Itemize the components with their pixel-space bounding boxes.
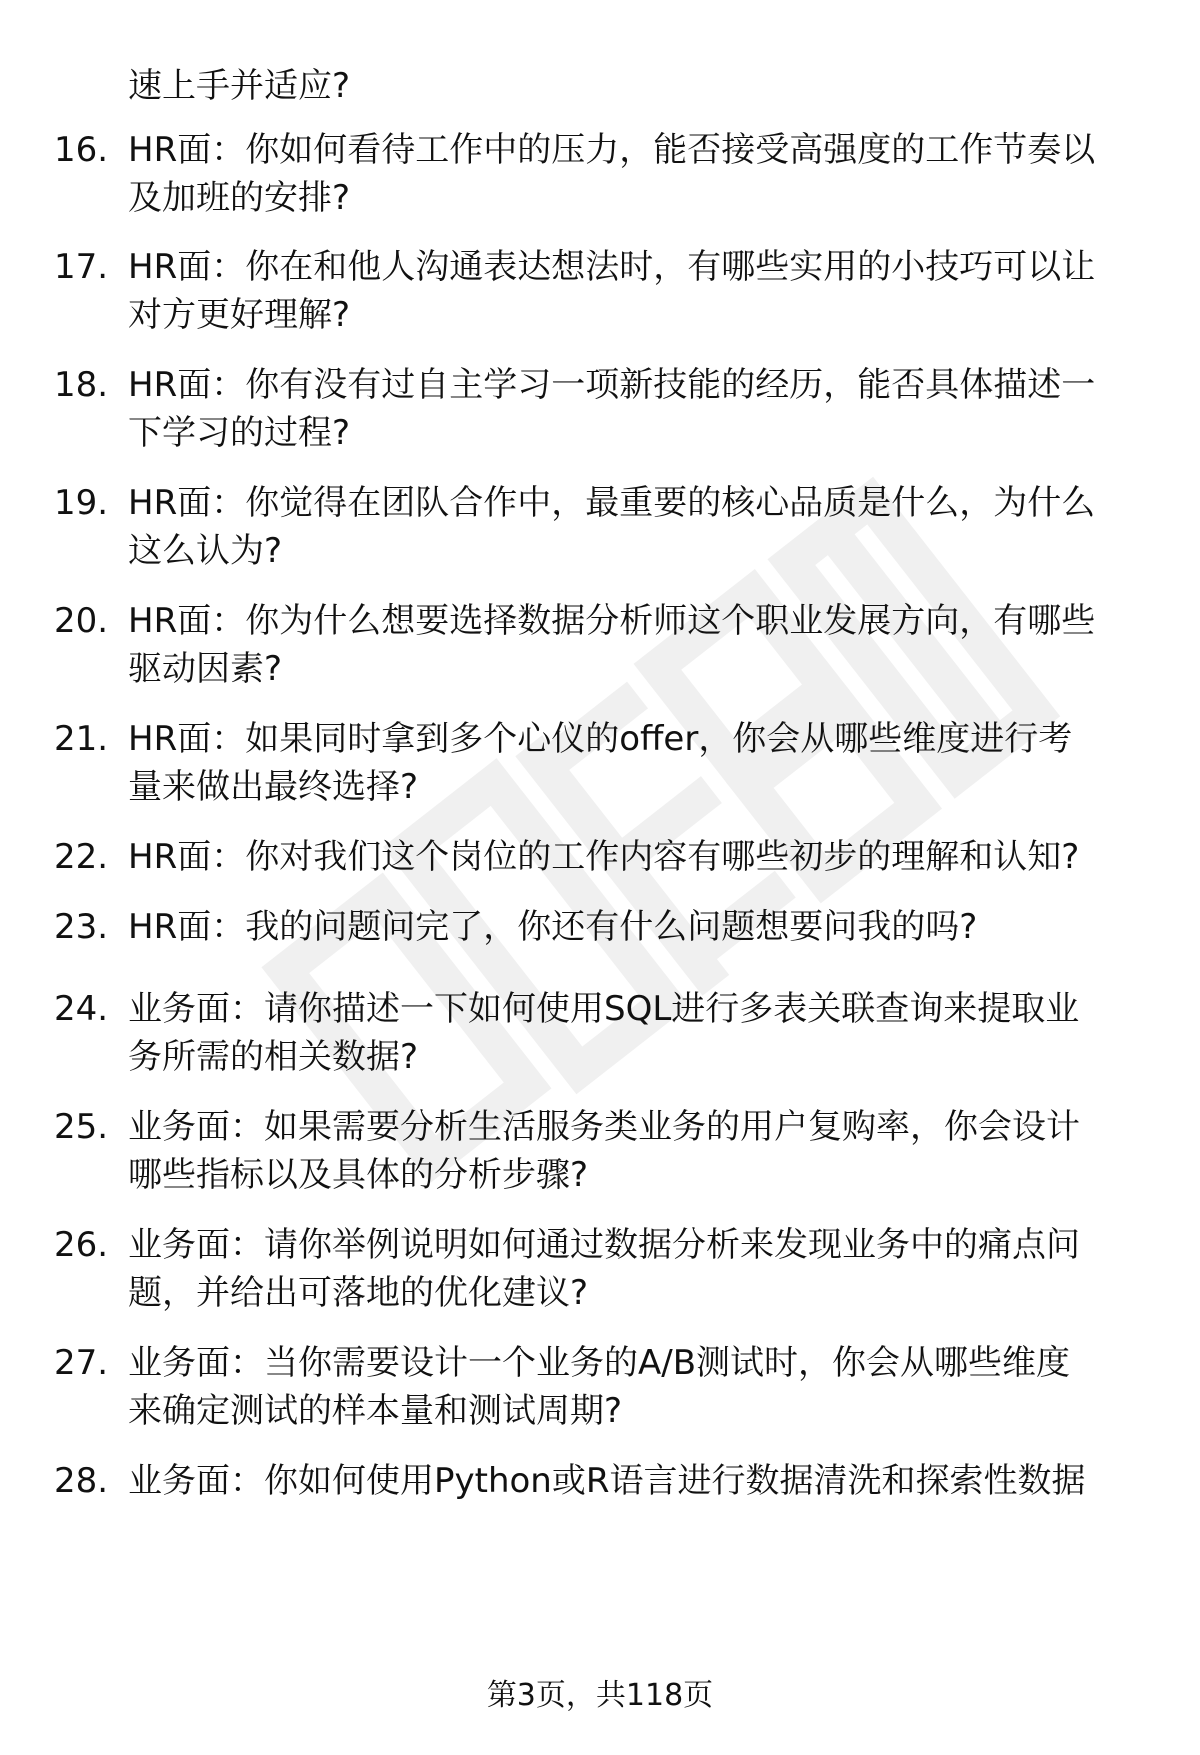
item-text-line: 对方更好理解? — [128, 295, 351, 335]
item-text — [128, 243, 1168, 339]
item-text — [128, 1103, 1168, 1199]
item-text — [128, 715, 1168, 811]
item-text — [128, 1339, 1168, 1435]
item-text-line: HR面：如果同时拿到多个心仪的offer，你会从哪些维度进行考 — [128, 719, 1073, 759]
item-text-line: 务所需的相关数据? — [128, 1037, 419, 1077]
page-footer: 第3页，共118页 — [486, 1678, 714, 1713]
item-number: 19. — [54, 483, 109, 523]
item-text-line: 量来做出最终选择? — [128, 767, 419, 807]
item-text-line: HR面：你觉得在团队合作中，最重要的核心品质是什么，为什么 — [128, 483, 1096, 523]
item-number: 21. — [54, 719, 109, 759]
item-number: 22. — [54, 837, 109, 877]
item-number: 27. — [54, 1343, 109, 1383]
item-text-line: HR面：你在和他人沟通表达想法时，有哪些实用的小技巧可以让 — [128, 247, 1096, 287]
item-text-line: 这么认为? — [128, 531, 283, 571]
item-text — [128, 479, 1168, 575]
item-text-line: HR面：你如何看待工作中的压力，能否接受高强度的工作节奏以 — [128, 130, 1096, 170]
item-text — [128, 833, 1168, 881]
item-number: 16. — [54, 130, 109, 170]
item-text — [128, 597, 1168, 693]
item-number: 20. — [54, 601, 109, 641]
item-number: 18. — [54, 365, 109, 405]
item-text-line: 哪些指标以及具体的分析步骤? — [128, 1155, 589, 1195]
item-text-line: HR面：你对我们这个岗位的工作内容有哪些初步的理解和认知? — [128, 837, 1080, 877]
item-text-line: HR面：我的问题问完了，你还有什么问题想要问我的吗? — [128, 907, 978, 947]
item-text-line: HR面：你有没有过自主学习一项新技能的经历，能否具体描述一 — [128, 365, 1096, 405]
item-text-line: 业务面：请你举例说明如何通过数据分析来发现业务中的痛点问 — [128, 1225, 1080, 1265]
item-number: 23. — [54, 907, 109, 947]
item-text-line: 题，并给出可落地的优化建议? — [128, 1273, 589, 1313]
item-text — [128, 126, 1168, 222]
item-text — [128, 903, 1168, 951]
item-number: 26. — [54, 1225, 109, 1265]
item-number: 17. — [54, 247, 109, 287]
item-number: 28. — [54, 1461, 109, 1501]
item-text-line: 业务面：当你需要设计一个业务的A/B测试时，你会从哪些维度 — [128, 1343, 1071, 1383]
item-number: 25. — [54, 1107, 109, 1147]
item-text-line: 业务面：你如何使用Python或R语言进行数据清洗和探索性数据 — [128, 1461, 1086, 1501]
item-text — [128, 1457, 1168, 1505]
item-text — [128, 361, 1168, 457]
item-text-line: HR面：你为什么想要选择数据分析师这个职业发展方向，有哪些 — [128, 601, 1096, 641]
item-text-line: 业务面：请你描述一下如何使用SQL进行多表关联查询来提取业 — [128, 989, 1080, 1029]
item-text-line: 下学习的过程? — [128, 413, 351, 453]
item-text-line: 及加班的安排? — [128, 178, 351, 218]
item-text-line: 业务面：如果需要分析生活服务类业务的用户复购率，你会设计 — [128, 1107, 1080, 1147]
item-text — [128, 1221, 1168, 1317]
item-text — [128, 985, 1168, 1081]
item-number: 24. — [54, 989, 109, 1029]
item-text-line: 来确定测试的样本量和测试周期? — [128, 1391, 623, 1431]
continuation-line: 速上手并适应? — [128, 66, 351, 106]
item-text-line: 驱动因素? — [128, 649, 283, 689]
